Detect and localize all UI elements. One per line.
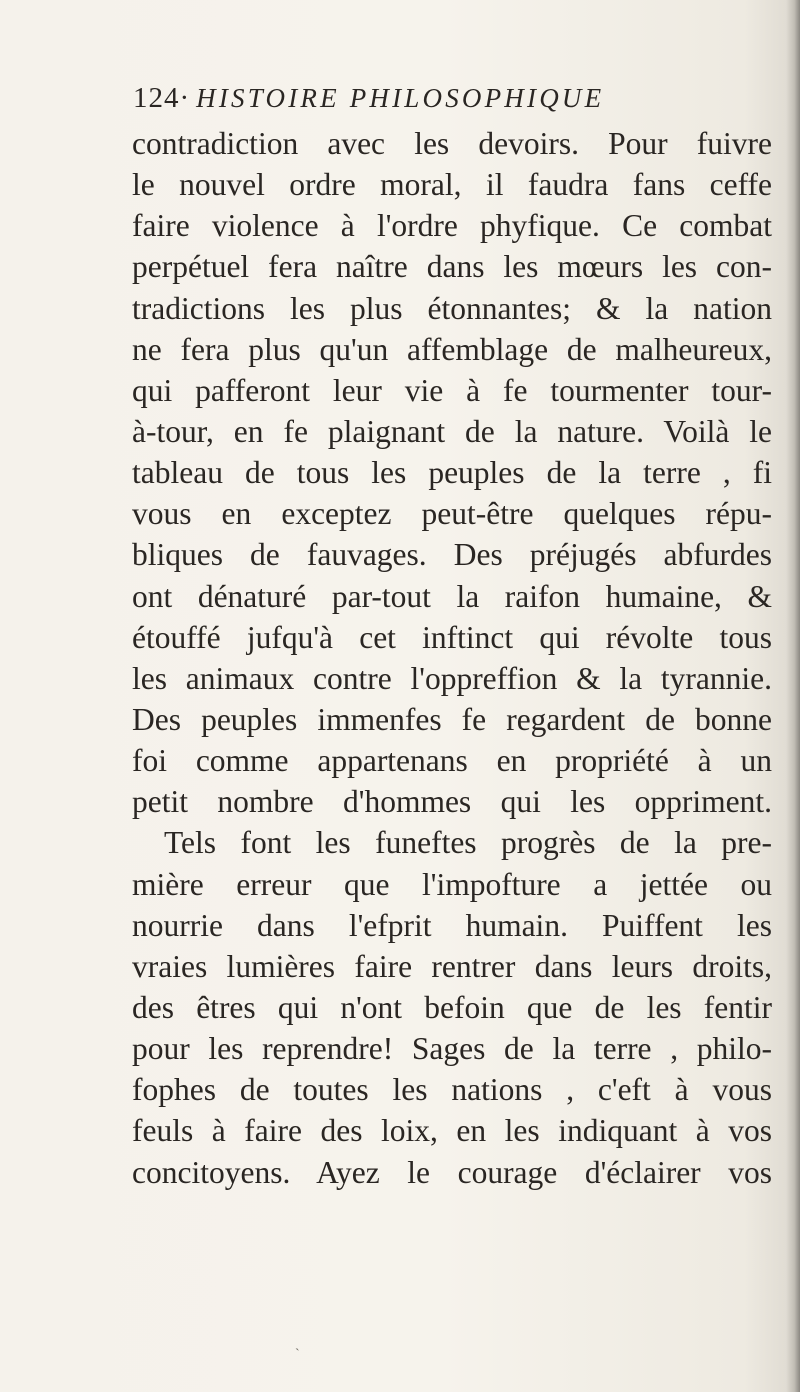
running-title: HISTOIRE PHILOSOPHIQUE [196, 83, 605, 113]
page-edge-shadow [786, 0, 800, 1392]
text-line: bliques de fauvages. Des préjugés abfurdes [132, 537, 772, 573]
text-line: fophes de toutes les nations , c'eft à vous [132, 1072, 772, 1108]
text-line: ne fera plus qu'un affemblage de malheureux, [132, 331, 772, 367]
text-line: à-tour, en fe plaignant de la nature. Voilà le [132, 413, 772, 449]
ink-speck: ˴ [295, 1340, 300, 1356]
text-line: le nouvel ordre moral, il faudra fans ceffe [132, 167, 772, 203]
text-line: ont dénaturé par-tout la raifon humaine, & [132, 578, 772, 614]
text-line: qui pafferont leur vie à fe tourmenter tour- [132, 372, 772, 408]
text-line: étouffé jufqu'à cet inftinct qui révolte tous [132, 619, 772, 655]
text-line: tableau de tous les peuples de la terre , fi [132, 455, 772, 491]
text-line: feuls à faire des loix, en les indiquant à vos [132, 1113, 772, 1149]
text-line: les animaux contre l'oppreffion & la tyrannie. [132, 660, 772, 696]
text-line: Des peuples immenfes fe regardent de bonne [132, 701, 772, 737]
body-text [132, 123, 772, 1193]
text-line: faire violence à l'ordre phyfique. Ce combat [132, 208, 772, 244]
text-line: foi comme appartenans en propriété à un [132, 743, 772, 779]
text-line: concitoyens. Ayez le courage d'éclairer vos [132, 1154, 772, 1190]
text-line: vraies lumières faire rentrer dans leurs droits, [132, 948, 772, 984]
running-header [133, 82, 733, 116]
text-line: contradiction avec les devoirs. Pour fuivre [132, 126, 772, 161]
text-line: petit nombre d'hommes qui les oppriment. [132, 784, 772, 820]
text-line: Tels font les funeftes progrès de la pre- [164, 825, 772, 861]
text-line: vous en exceptez peut-être quelques répu- [132, 496, 772, 532]
text-line: nourrie dans l'efprit humain. Puiffent les [132, 907, 772, 943]
text-line: pour les reprendre! Sages de la terre , philo- [132, 1031, 772, 1067]
text-line: perpétuel fera naître dans les mœurs les con- [132, 249, 772, 285]
text-line: des êtres qui n'ont befoin que de les fentir [132, 989, 772, 1025]
page-number: 124· [133, 82, 191, 114]
text-line: tradictions les plus étonnantes; & la nation [132, 290, 772, 326]
text-line: mière erreur que l'impofture a jettée ou [132, 866, 772, 902]
